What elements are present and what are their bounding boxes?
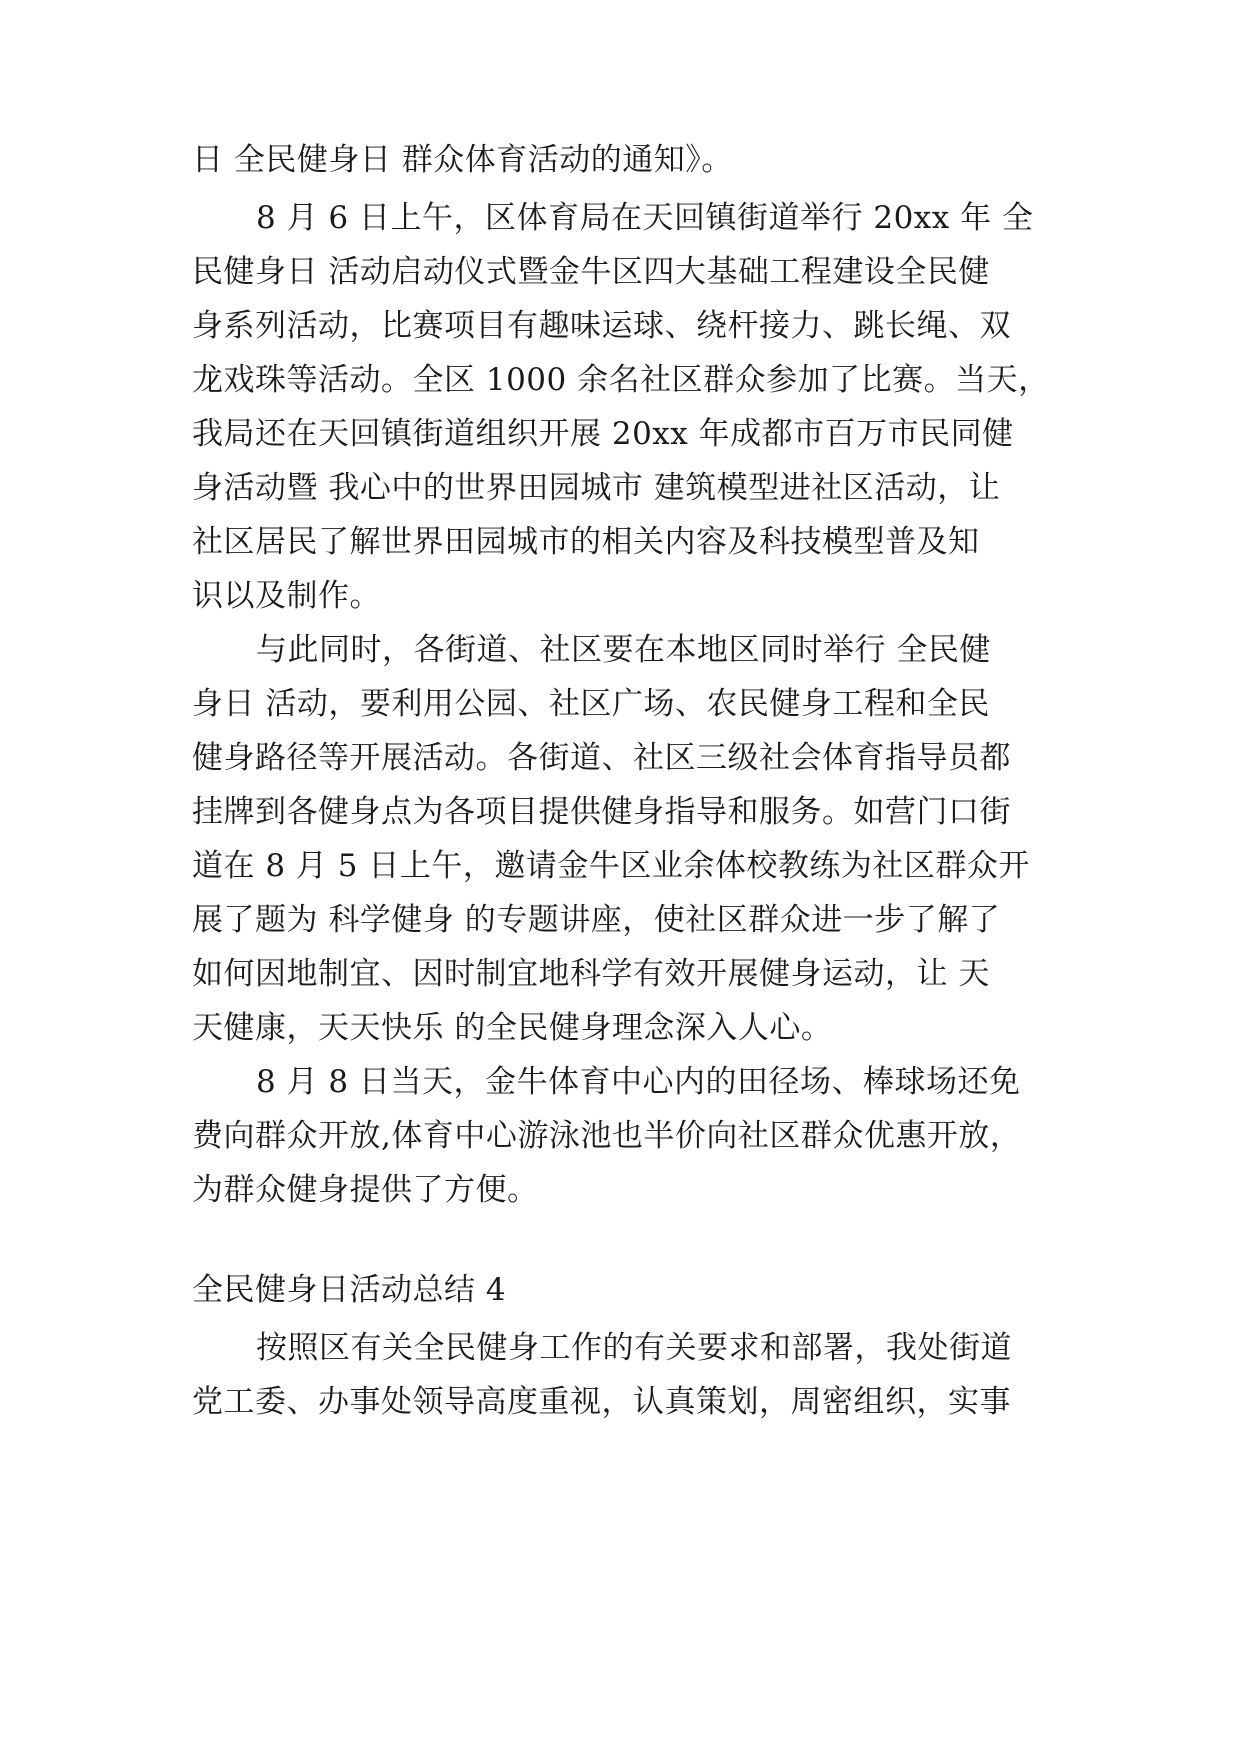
paragraph-line: 健身路径等开展活动。各街道、社区三级社会体育指导员都	[192, 740, 1011, 776]
paragraph-line: 与此同时，各街道、社区要在本地区同时举行 全民健	[256, 632, 991, 668]
paragraph-line: 身系列活动，比赛项目有趣味运球、绕杆接力、跳长绳、双	[192, 308, 1011, 344]
paragraph-line: 识以及制作。	[192, 578, 381, 614]
paragraph-line: 身活动暨 我心中的世界田园城市 建筑模型进社区活动，让	[192, 470, 1001, 506]
paragraph-line: 挂牌到各健身点为各项目提供健身指导和服务。如营门口街	[192, 794, 1011, 830]
paragraph-line: 日 全民健身日 群众体育活动的通知》。	[192, 142, 733, 178]
paragraph-line: 龙戏珠等活动。全区 1000 余名社区群众参加了比赛。当天，	[192, 362, 1050, 398]
paragraph-line: 如何因地制宜、因时制宜地科学有效开展健身运动，让 天	[192, 956, 990, 992]
paragraph-line: 为群众健身提供了方便。	[192, 1172, 539, 1208]
paragraph-line: 8 月 6 日上午，区体育局在天回镇街道举行 20xx 年 全	[256, 200, 1034, 236]
paragraph-line: 党工委、办事处领导高度重视，认真策划，周密组织，实事	[192, 1384, 1011, 1420]
paragraph-line: 道在 8 月 5 日上午，邀请金牛区业余体校教练为社区群众开	[192, 848, 1030, 884]
paragraph-line: 展了题为 科学健身 的专题讲座，使社区群众进一步了解了	[192, 902, 1001, 938]
paragraph-line: 费向群众开放,体育中心游泳池也半价向社区群众优惠开放，	[192, 1118, 1022, 1154]
paragraph-line: 社区居民了解世界田园城市的相关内容及科技模型普及知	[192, 524, 980, 560]
paragraph-line: 按照区有关全民健身工作的有关要求和部署，我处街道	[256, 1330, 1012, 1366]
paragraph-line: 8 月 8 日当天，金牛体育中心内的田径场、棒球场还免	[256, 1064, 1021, 1100]
paragraph-line: 天健康，天天快乐 的全民健身理念深入人心。	[192, 1010, 833, 1046]
paragraph-line: 我局还在天回镇街道组织开展 20xx 年成都市百万市民同健	[192, 416, 1014, 452]
paragraph-line: 身日 活动，要利用公园、社区广场、农民健身工程和全民	[192, 686, 990, 722]
paragraph-line: 民健身日 活动启动仪式暨金牛区四大基础工程建设全民健	[192, 254, 990, 290]
section-heading: 全民健身日活动总结 4	[192, 1272, 507, 1308]
